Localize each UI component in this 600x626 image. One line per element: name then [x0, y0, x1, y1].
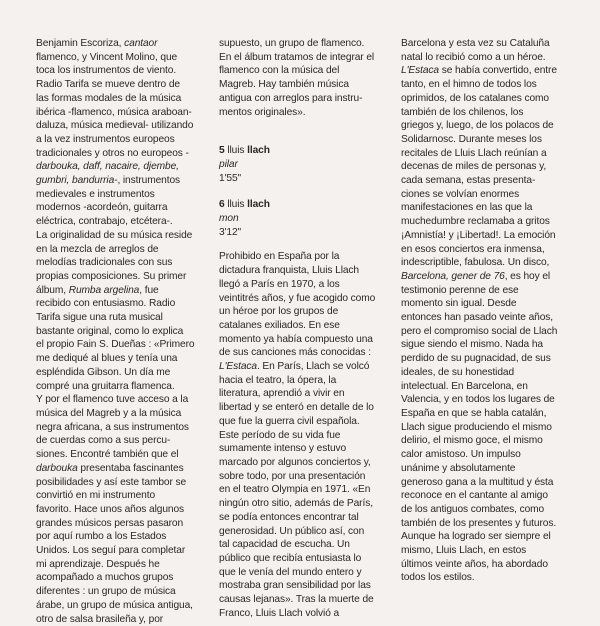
- text-line: L'Estaca se había convertido, entre: [401, 65, 557, 77]
- text-line: darbouka, daff, nacaire, djembe,: [36, 161, 179, 173]
- track-title: pilar: [219, 158, 238, 170]
- text-line: delirio, el mismo goce, el mismo: [401, 435, 543, 447]
- text-line: música del Magreb y a la música: [36, 407, 182, 419]
- text-line: también de los presentes y futuros.: [401, 517, 557, 529]
- text-line: En el álbum tratamos de integrar el: [219, 51, 375, 63]
- text-line: indescriptible, fabulosa. Un disco,: [401, 257, 550, 269]
- text-line: Barcelona y esta vez su Cataluña: [401, 38, 550, 49]
- text-line: ciones se volvían enormes: [401, 188, 520, 200]
- text-line: diferentes : un grupo de música: [36, 586, 176, 598]
- paragraph-lluis-llach-bio: [219, 250, 395, 620]
- text-line: sigue siendo el mismo. Nada ha: [401, 339, 543, 351]
- text-line: hacia el teatro, la ópera, la: [219, 374, 337, 386]
- text-line: supuesto, un grupo de flamenco.: [219, 38, 365, 49]
- text-line: pero el compromiso social de Llach: [401, 325, 558, 337]
- text-line: La originalidad de su música reside: [36, 229, 193, 241]
- text-line: espléndida Gibson. Un día me: [36, 366, 171, 378]
- text-line: recibido con entusiasmo. Radio: [36, 298, 176, 310]
- text-line: un héroe por los grupos de: [219, 306, 339, 318]
- text-line: que fue la guerra civil española.: [219, 415, 360, 427]
- text-line: de sus canciones más conocidas :: [219, 347, 371, 359]
- text-line: el propio Fain S. Dueñas : «Primero: [36, 339, 195, 351]
- text-line: darbouka presentaba fascinantes: [36, 462, 184, 474]
- text-line: siones. Encontré también que el: [36, 449, 179, 461]
- text-line: intelectual. En Barcelona, en: [401, 380, 528, 392]
- track-artist-last: llach: [247, 199, 270, 211]
- track-entry-5: [219, 144, 395, 185]
- text-line: Solidarnosc. Durante meses los: [401, 133, 542, 145]
- text-line: favorito. Hace unos años algunos: [36, 503, 185, 515]
- text-line: toca los instrumentos de viento.: [36, 65, 177, 77]
- text-line: momento ya había compuesto una: [219, 333, 373, 345]
- text-line: público que recibía entusiasta lo: [219, 552, 362, 564]
- text-line: se podía entonces encontrar tal: [219, 511, 359, 523]
- text-line: ideales, de su honestidad: [401, 366, 515, 378]
- text-line: Este período de su vida fue: [219, 429, 341, 441]
- text-line: natal lo recibió como a un héroe.: [401, 51, 546, 63]
- text-line: reconoce en el cantante al amigo: [401, 490, 548, 502]
- text-line: griegos y, luego, de los polacos de: [401, 120, 554, 132]
- text-line: Magreb. Hay también música: [219, 79, 349, 91]
- text-column-left: [36, 37, 218, 626]
- text-line: sumamente intenso y estuvo: [219, 443, 347, 455]
- text-line: ningún otro sitio, además de París,: [219, 498, 373, 510]
- track-artist-first: lluis: [227, 199, 245, 211]
- text-line: que le venía del mundo entero y: [219, 566, 362, 578]
- text-line: en la mezcla de arreglos de: [36, 243, 159, 255]
- text-line: medievales e instrumentos: [36, 188, 155, 200]
- text-line: veintitrés años, y fue acogido como: [219, 292, 376, 304]
- track-entry-6: [219, 198, 395, 239]
- text-line: perdido de su pugnacidad, de sus: [401, 353, 551, 365]
- track-title: mon: [219, 213, 239, 225]
- text-line: melodías tradicionales con sus: [36, 257, 173, 269]
- text-line: flamenco con la música del: [219, 65, 340, 77]
- text-line: Barcelona, gener de 76, es hoy el: [401, 270, 551, 282]
- text-line: cada semana, estas presenta-: [401, 175, 536, 187]
- text-line: España en que se habla catalán,: [401, 407, 547, 419]
- spacer: [219, 239, 395, 250]
- text-line: Prohibido en España por la: [219, 251, 340, 263]
- text-line: literatura, aprendió a vivir en: [219, 388, 345, 400]
- text-column-middle: [219, 37, 395, 620]
- text-line: causas lejanas». Tras la muerte de: [219, 594, 374, 606]
- text-line: manifestaciones en las que la: [401, 202, 533, 214]
- text-line: mostraba gran sensibilidad por las: [219, 580, 371, 592]
- text-line: llegó a París en 1970, a los: [219, 278, 340, 290]
- text-line: mismo, Lluis Llach, en estos: [401, 545, 527, 557]
- text-line: me dediqué al blues y tenía una: [36, 353, 178, 365]
- text-line: Aunque ha logrado ser siempre el: [401, 531, 551, 543]
- text-line: modernos -acordeón, guitarra: [36, 202, 168, 214]
- text-line: a la vez instrumentos europeos: [36, 133, 175, 145]
- text-line: ibérica -flamenco, música araboan-: [36, 106, 192, 118]
- text-line: entonces han pasado veinte años,: [401, 312, 553, 324]
- track-number: 6: [219, 199, 225, 211]
- text-line: en esos conciertos era inmensa,: [401, 243, 545, 255]
- track-heading: [219, 198, 395, 212]
- text-line: dictadura franquista, Lluis Llach: [219, 265, 359, 277]
- text-line: recitales de Lluis Llach reúnían a: [401, 147, 547, 159]
- text-line: generoso gana a la multitud y ésta: [401, 476, 554, 488]
- text-line: posibilidades y así este tambor se: [36, 476, 187, 488]
- text-line: momento sin igual. Desde: [401, 298, 517, 310]
- text-line: Tarifa sigue una ruta musical: [36, 312, 163, 324]
- text-line: eléctrica, contrabajo, etcétera-.: [36, 216, 173, 228]
- text-line: antigua con arreglos para instru-: [219, 92, 363, 104]
- track-heading: [219, 144, 395, 158]
- text-line: todos los estilos.: [401, 572, 475, 584]
- text-column-right: [401, 37, 579, 585]
- text-line: álbum, Rumba argelina, fue: [36, 284, 159, 296]
- text-line: compré una gruitarra flamenca.: [36, 380, 175, 392]
- text-line: bastante original, como lo explica: [36, 325, 184, 337]
- text-line: de los antiguos combates, como: [401, 503, 545, 515]
- text-line: Franco, Lluis Llach volvió a: [219, 607, 340, 619]
- track-artist-first: lluis: [227, 145, 245, 157]
- text-line: daluza, música medieval- utilizando: [36, 120, 194, 132]
- text-line: decenas de miles de personas y,: [401, 161, 547, 173]
- text-line: testimonio perenne de ese: [401, 284, 519, 296]
- text-line: generosidad. Un público así, con: [219, 525, 365, 537]
- text-line: en el teatro Olympia en 1971. «En: [219, 484, 371, 496]
- spacer: [219, 119, 395, 131]
- text-line: tradicionales y otros no europeos -: [36, 147, 189, 159]
- paragraph-flamenco-quote-end: [219, 37, 395, 119]
- track-duration: 3'12": [219, 226, 242, 238]
- text-line: sobre todo, por una presentación: [219, 470, 366, 482]
- text-line: tanto, en el himno de todos los: [401, 79, 537, 91]
- text-line: ¡Amnistía! y ¡Libertad!. La emoción: [401, 229, 556, 241]
- text-line: muchedumbre reclamaba a gritos: [401, 216, 550, 228]
- text-line: convirtió en mi instrumento: [36, 490, 156, 502]
- text-line: árabe, un grupo de música antigua,: [36, 599, 193, 611]
- text-line: tal capacidad de escucha. Un: [219, 539, 350, 551]
- text-line: acompañado a muchos grupos: [36, 572, 174, 584]
- text-line: propias composiciones. Su primer: [36, 270, 187, 282]
- text-line: Unidos. Los seguí para completar: [36, 545, 186, 557]
- text-line: oprimidos, de los catalanes como: [401, 92, 549, 104]
- text-line: Valencia, y en todos los lugares de: [401, 394, 555, 406]
- text-line: flamenco, y Vincent Molino, que: [36, 51, 178, 63]
- text-line: de cuerdas como a sus percu-: [36, 435, 171, 447]
- text-line: otro de salsa brasileña y, por: [36, 613, 164, 625]
- text-line: libertad y se enteró en detalle de lo: [219, 402, 374, 414]
- track-duration: 1'55": [219, 172, 242, 184]
- text-line: Radio Tarifa se mueve dentro de: [36, 79, 180, 91]
- text-line: marcado por algunos conciertos y,: [219, 456, 371, 468]
- text-line: mi aprendizaje. Después he: [36, 558, 160, 570]
- text-line: L'Estaca. En París, Llach se volcó: [219, 361, 370, 373]
- text-line: negra africana, a sus instrumentos: [36, 421, 189, 433]
- text-line: también de los chilenos, los: [401, 106, 524, 118]
- text-line: grandes músicos persas pasaron: [36, 517, 184, 529]
- text-line: Llach sigue produciendo el mismo: [401, 421, 552, 433]
- text-line: por aquí rumbo a los Estados: [36, 531, 167, 543]
- text-line: Benjamin Escoriza, cantaor: [36, 38, 158, 49]
- text-line: las formas modales de la música: [36, 92, 182, 104]
- text-line: catalanes exiliados. En ese: [219, 319, 340, 331]
- track-number: 5: [219, 145, 225, 157]
- text-line: mentos originales».: [219, 106, 306, 118]
- text-line: Y por el flamenco tuve acceso a la: [36, 394, 189, 406]
- track-artist-last: llach: [247, 145, 270, 157]
- text-line: gumbri, bandurria-, instrumentos: [36, 175, 181, 187]
- text-line: últimos veinte años, ha abordado: [401, 558, 548, 570]
- text-line: calor amistoso. Un impulso: [401, 449, 521, 461]
- text-line: unánime y absolutamente: [401, 462, 516, 474]
